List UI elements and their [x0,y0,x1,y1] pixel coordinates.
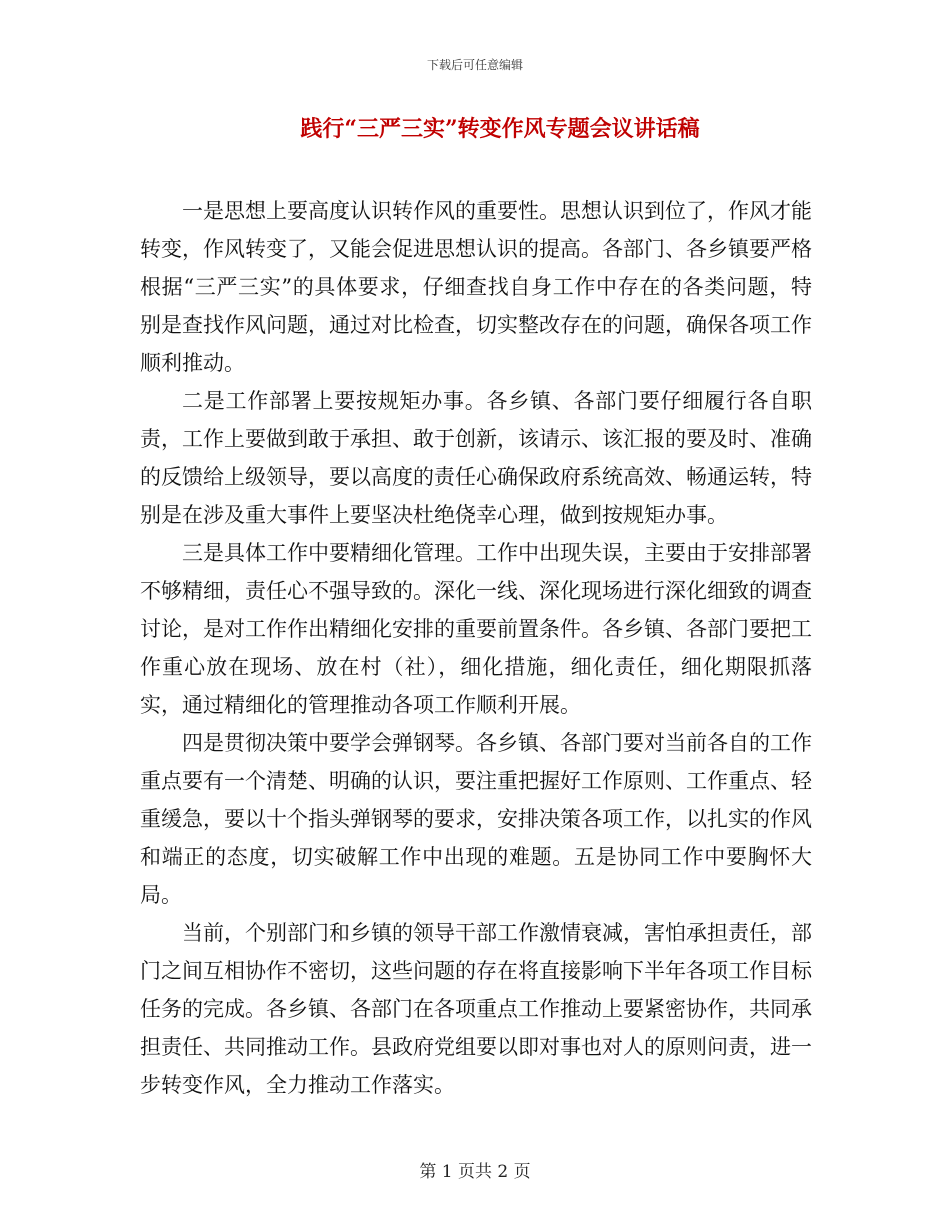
header-note: 下载后可任意编辑 [426,58,523,72]
paragraph-3: 三是具体工作中要精细化管理。工作中出现失误，主要由于安排部署不够精细，责任心不强导致的。深化一线、深化现场进行深化细致的调查讨论，是对工作作出精细化安排的重要前置条件。各乡镇、各部门要把工作重心放在现场、放在村（社），细化措施，细化责任，细化期限抓落实，通过精细化的管理推动各项工作顺利开展。 [140,541,812,717]
document-body [140,192,812,1104]
current-page-number: 1 [441,1162,453,1182]
document-title: 践行“三严三实”转变作风专题会议讲话稿 [300,116,700,142]
total-pages-number: 2 [497,1162,509,1182]
paragraph-5: 当前，个别部门和乡镇的领导干部工作激情衰减，害怕承担责任，部门之间互相协作不密切，这些问题的存在将直接影响下半年各项工作目标任务的完成。各乡镇、各部门在各项重点工作推动上要紧密协作，共同承担责任、共同推动工作。县政府党组要以即对事也对人的原则问责，进一步转变作风，全力推动工作落实。 [140,921,812,1097]
page-suffix: 页 [513,1162,531,1182]
paragraph-2: 二是工作部署上要按规矩办事。各乡镇、各部门要仔细履行各自职责，工作上要做到敢于承担、敢于创新，该请示、该汇报的要及时、准确的反馈给上级领导，要以高度的责任心确保政府系统高效、畅通运转，特别是在涉及重大事件上要坚决杜绝侥幸心理，做到按规矩办事。 [140,389,812,527]
paragraph-1: 一是思想上要高度认识转作风的重要性。思想认识到位了，作风才能转变，作风转变了，又能会促进思想认识的提高。各部门、各乡镇要严格根据“三严三实”的具体要求，仔细查找自身工作中存在的各类问题，特别是查找作风问题，通过对比检查，切实整改存在的问题，确保各项工作顺利推动。 [140,199,812,375]
page-prefix: 第 [419,1162,437,1182]
paragraph-4: 四是贯彻决策中要学会弹钢琴。各乡镇、各部门要对当前各自的工作重点要有一个清楚、明确的认识，要注重把握好工作原则、工作重点、轻重缓急，要以十个指头弹钢琴的要求，安排决策各项工作，以扎实的作风和端正的态度，切实破解工作中出现的难题。五是协同工作中要胸怀大局。 [140,731,812,907]
page-middle: 页共 [458,1162,492,1182]
page-footer [0,1157,950,1182]
